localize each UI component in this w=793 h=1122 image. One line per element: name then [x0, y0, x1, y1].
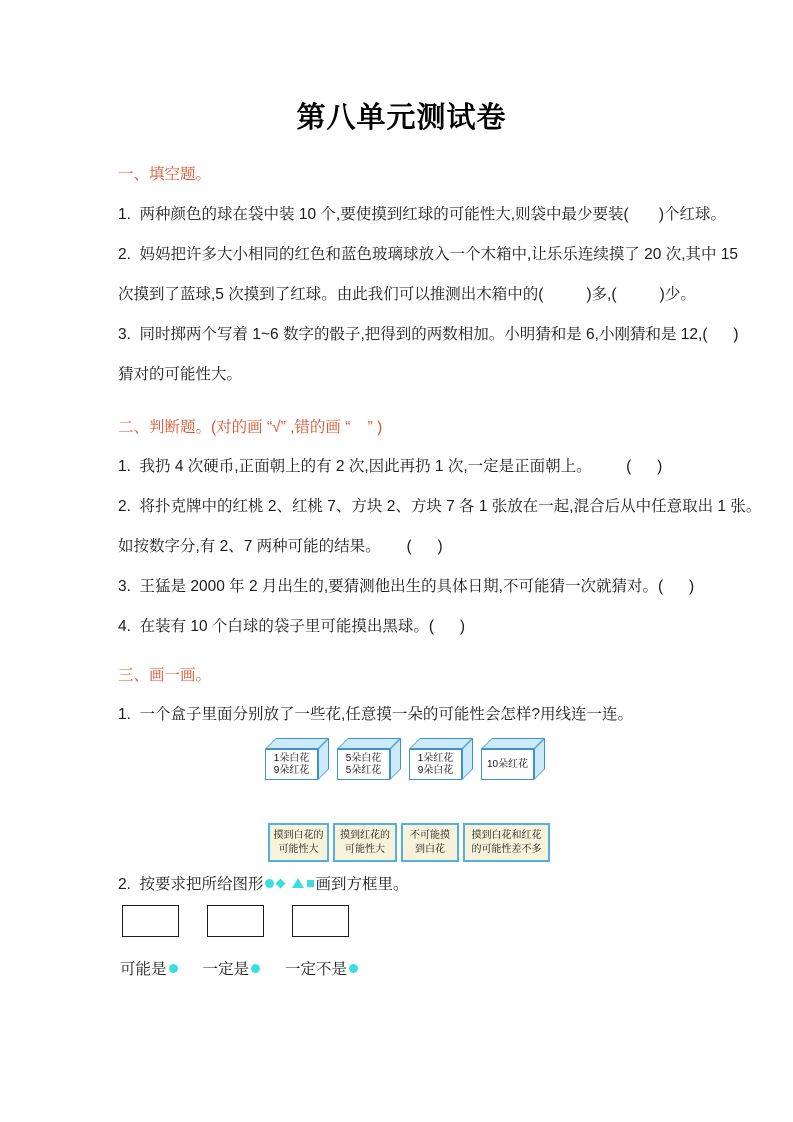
answer-option [285, 957, 358, 979]
answer-option-label: 一定不是 [285, 961, 348, 978]
section-heading: 一、填空题。 [118, 166, 212, 183]
probability-label-line: 摸到红花的 [340, 829, 390, 841]
worksheet-content [0, 98, 793, 979]
square-shape-icon [307, 880, 314, 887]
box-front-face [265, 749, 318, 780]
probability-label [333, 823, 397, 862]
probability-labels-row [268, 823, 685, 862]
question-line: 3. 同时掷两个写着 1~6 数字的骰子,把得到的两数相加。小明猜和是 6,小刚猜和是 12,( ) [118, 326, 739, 343]
question-line: 2. 将扑克牌中的红桃 2、红桃 7、方块 2、方块 7 各 1 张放在一起,混合后从中任意取出 1 张。 [118, 498, 762, 515]
question-line: 1. 我扔 4 次硬币,正面朝上的有 2 次,因此再扔 1 次,一定是正面朝上。 ( ) [118, 458, 663, 475]
section-fill-in-blanks [118, 164, 739, 395]
question-line: 1. 一个盒子里面分别放了一些花,任意摸一朵的可能性会怎样?用线连一连。 [118, 706, 633, 723]
section-questions [118, 447, 762, 647]
box-front-face [481, 749, 534, 780]
flower-box-label: 10朵红花 [486, 758, 529, 770]
flower-box [337, 738, 401, 780]
section-heading: 三、画一画。 [118, 667, 212, 684]
question-line: 3. 王猛是 2000 年 2 月出生的,要猜测他出生的具体日期,不可能猜一次就猜对。( ) [118, 578, 695, 595]
section-heading: 二、判断题。(对的画 “√” ,错的画 “ ” ) [118, 419, 383, 436]
section-questions [118, 195, 739, 395]
box-front-face [409, 749, 462, 780]
question-line: 2. 按要求把所给图形 [118, 876, 264, 893]
drawing-boxes-row [122, 905, 685, 937]
answer-options-row [120, 957, 685, 979]
probability-label-line: 不可能摸 [410, 829, 450, 841]
flower-box-label: 9朵红花 [273, 764, 310, 776]
flower-boxes-row [265, 738, 685, 781]
probability-label [463, 823, 550, 862]
question-line: 次摸到了蓝球,5 次摸到了红球。由此我们可以推测出木箱中的( )多,( )少。 [118, 286, 696, 303]
flower-box [409, 738, 473, 780]
flower-box-label: 9朵白花 [417, 764, 454, 776]
probability-label [401, 823, 459, 862]
probability-label-line: 可能性大 [278, 843, 319, 855]
cyan-dot-icon [349, 964, 358, 973]
circle-shape-icon [265, 879, 274, 888]
flower-box-label: 5朵白花 [345, 752, 382, 764]
section-true-false [118, 417, 762, 647]
flower-box-label: 1朵红花 [417, 752, 454, 764]
answer-option [120, 957, 178, 979]
question-line: 画到方框里。 [315, 876, 409, 893]
probability-label-line: 的可能性差不多 [471, 843, 542, 855]
probability-label-line: 摸到白花和红花 [471, 829, 542, 841]
question-line: 猜对的可能性大。 [118, 366, 243, 383]
flower-box [265, 738, 329, 780]
answer-option-label: 可能是 [120, 961, 167, 978]
cyan-dot-icon [169, 964, 178, 973]
drawing-box [292, 905, 349, 937]
answer-option [203, 957, 261, 979]
probability-label-line: 到白花 [415, 843, 445, 855]
section-questions [118, 695, 685, 735]
probability-label-line: 可能性大 [345, 843, 385, 855]
flower-box-label: 5朵红花 [345, 764, 382, 776]
probability-label [268, 823, 329, 862]
cyan-dot-icon [251, 964, 260, 973]
box-front-face [337, 749, 390, 780]
probability-label-line: 摸到白花的 [273, 829, 324, 841]
question-line: 1. 两种颜色的球在袋中装 10 个,要使摸到红球的可能性大,则袋中最少要装( )个红球。 [118, 206, 726, 223]
drawing-box [122, 905, 179, 937]
question-line: 2. 妈妈把许多大小相同的红色和蓝色玻璃球放入一个木箱中,让乐乐连续摸了 20 次,其中 15 [118, 246, 739, 263]
drawing-box [207, 905, 264, 937]
question-line: 4. 在装有 10 个白球的袋子里可能摸出黑球。( ) [118, 618, 466, 635]
page-title: 第八单元测试卷 [296, 102, 507, 134]
question-shapes-line [118, 868, 685, 898]
triangle-shape-icon [292, 878, 304, 888]
question-line: 如按数字分,有 2、7 两种可能的结果。 ( ) [118, 538, 443, 555]
flower-box [481, 738, 545, 780]
diamond-shape-icon [275, 878, 285, 888]
section-drawing [118, 665, 685, 979]
flower-box-label: 1朵白花 [273, 752, 310, 764]
answer-option-label: 一定是 [202, 961, 250, 978]
